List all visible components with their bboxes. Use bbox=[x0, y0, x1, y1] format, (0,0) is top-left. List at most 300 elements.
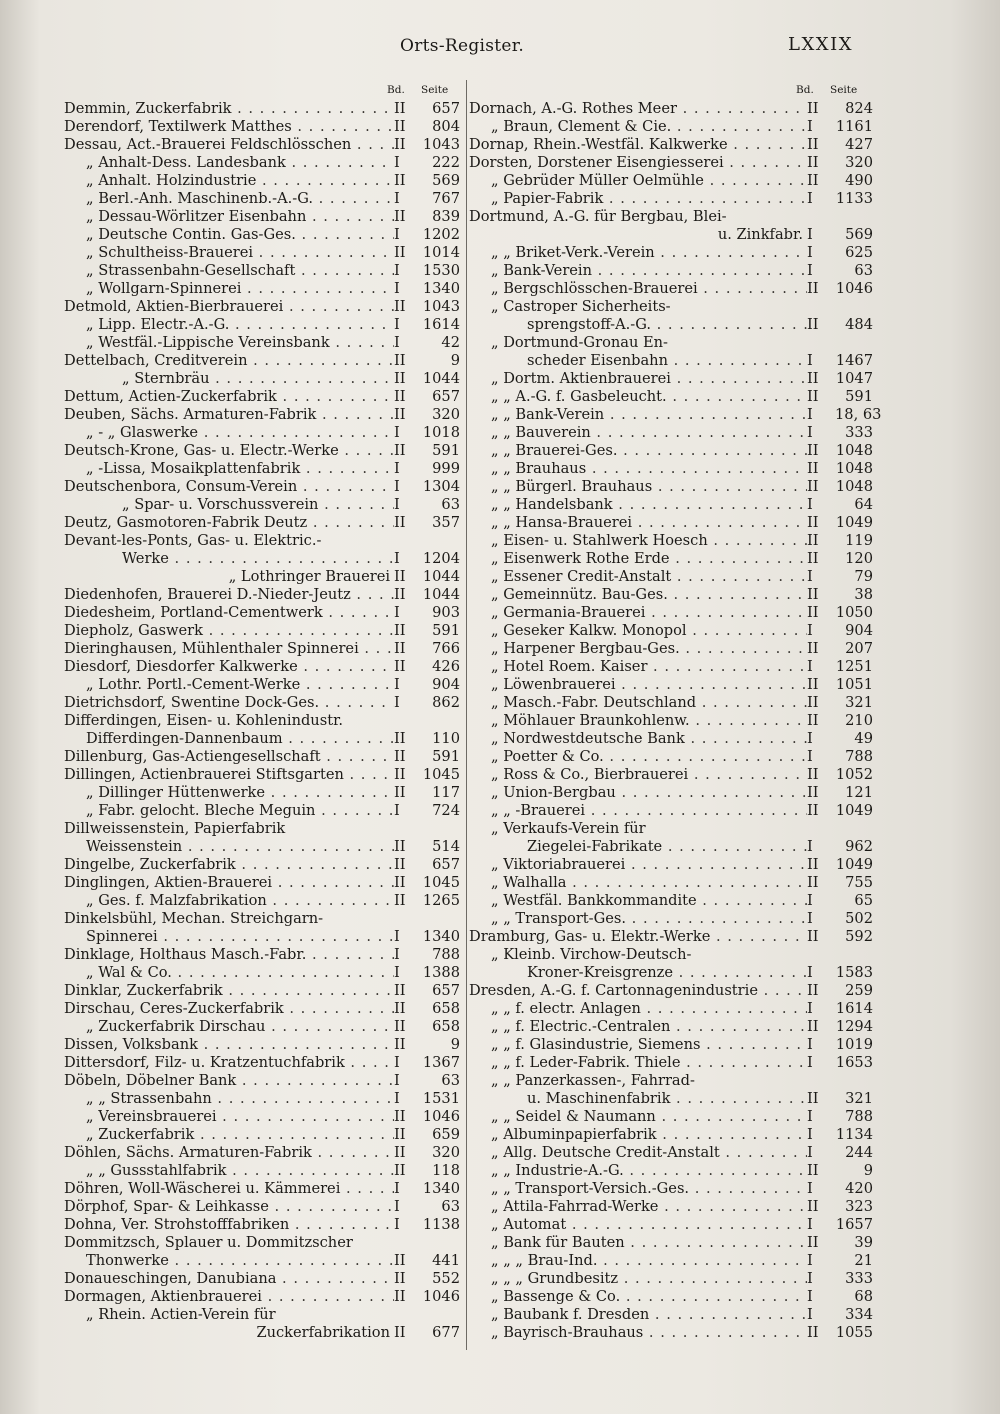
entry-text: „ Masch.-Fabr. Deutschland bbox=[491, 694, 697, 711]
register-entry bbox=[64, 730, 460, 748]
entry-volume: II bbox=[394, 568, 406, 585]
entry-page: 1294 bbox=[835, 1018, 873, 1035]
register-entry bbox=[469, 100, 873, 118]
seite-label: Seite bbox=[830, 84, 858, 96]
entry-name bbox=[469, 1162, 807, 1180]
entry-volume: II bbox=[807, 532, 819, 549]
entry-volume: II bbox=[394, 1252, 406, 1269]
entry-volume: II bbox=[394, 1144, 406, 1161]
right-column bbox=[466, 80, 882, 1350]
entry-name bbox=[469, 352, 807, 370]
register-entry bbox=[469, 442, 873, 460]
entry-name bbox=[64, 586, 394, 604]
entry-volume: II bbox=[394, 658, 406, 675]
entry-volume bbox=[807, 298, 835, 316]
register-entry bbox=[64, 856, 460, 874]
entry-volume: I bbox=[807, 226, 813, 243]
entry-text: Ziegelei-Fabrikate bbox=[527, 838, 663, 855]
entry-volume: II bbox=[807, 856, 819, 873]
register-entry bbox=[64, 244, 460, 262]
entry-text: „ Hotel Roem. Kaiser bbox=[491, 658, 648, 675]
entry-text: Kroner-Kreisgrenze bbox=[527, 964, 673, 981]
right-entry-list bbox=[469, 100, 882, 1342]
entry-text: „ Papier-Fabrik bbox=[491, 190, 604, 207]
register-entry bbox=[64, 136, 460, 154]
register-entry bbox=[469, 892, 873, 910]
entry-text: Diedenhofen, Brauerei D.-Nieder-Jeutz bbox=[64, 586, 351, 603]
entry-name bbox=[64, 910, 394, 928]
entry-volume: II bbox=[807, 1090, 819, 1107]
entry-name bbox=[469, 1000, 807, 1018]
entry-volume: II bbox=[394, 442, 406, 459]
entry-text: „ „ f. Glasindustrie, Siemens bbox=[491, 1036, 701, 1053]
entry-name bbox=[64, 1324, 394, 1342]
entry-volume: I bbox=[807, 748, 813, 765]
register-entry bbox=[64, 370, 460, 388]
entry-name bbox=[64, 334, 394, 352]
entry-volume: II bbox=[807, 784, 819, 801]
entry-name bbox=[64, 1270, 394, 1288]
entry-volume bbox=[394, 910, 422, 928]
register-entry bbox=[64, 1270, 460, 1288]
entry-page: 64 bbox=[854, 496, 873, 513]
entry-page: 1340 bbox=[422, 928, 460, 945]
entry-text: Dieringhausen, Mühlenthaler Spinnerei bbox=[64, 640, 359, 657]
entry-page: 63 bbox=[441, 1072, 460, 1089]
entry-text: „ „ Industrie-A.-G. bbox=[491, 1162, 624, 1179]
register-entry bbox=[64, 820, 460, 838]
entry-volume: II bbox=[394, 856, 406, 873]
entry-volume: I bbox=[807, 658, 813, 675]
entry-page: 1340 bbox=[422, 1180, 460, 1197]
entry-text: „ Zuckerfabrik bbox=[86, 1126, 195, 1143]
entry-page: 569 bbox=[432, 172, 460, 189]
entry-name bbox=[469, 676, 807, 694]
entry-text: Devant-les-Ponts, Gas- u. Elektric.- bbox=[64, 532, 322, 549]
entry-page: 117 bbox=[432, 784, 460, 801]
register-entry bbox=[64, 550, 460, 568]
register-entry bbox=[469, 1144, 873, 1162]
entry-page: 334 bbox=[845, 1306, 873, 1323]
register-entry bbox=[64, 118, 460, 136]
entry-text: „ Rhein. Actien-Verein für bbox=[86, 1306, 276, 1323]
entry-page: 357 bbox=[432, 514, 460, 531]
entry-text: Dornach, A.-G. Rothes Meer bbox=[469, 100, 677, 117]
entry-text: „ Bank-Verein bbox=[491, 262, 592, 279]
entry-text: „ Bank für Bauten bbox=[491, 1234, 625, 1251]
entry-page: 79 bbox=[854, 568, 873, 585]
register-entry bbox=[469, 820, 873, 838]
entry-volume: II bbox=[394, 766, 406, 783]
entry-name bbox=[64, 1072, 394, 1090]
entry-text: „ - „ Glaswerke bbox=[86, 424, 199, 441]
entry-volume: I bbox=[394, 1054, 400, 1071]
entry-text: Dietrichsdorf, Swentine Dock-Ges. bbox=[64, 694, 320, 711]
entry-page: 591 bbox=[845, 388, 873, 405]
entry-volume: I bbox=[394, 460, 400, 477]
entry-page: 427 bbox=[845, 136, 873, 153]
entry-name bbox=[469, 1198, 807, 1216]
entry-name bbox=[469, 928, 807, 946]
register-entry bbox=[64, 442, 460, 460]
entry-text: Dinklage, Holthaus Masch.-Fabr. bbox=[64, 946, 307, 963]
register-entry bbox=[64, 100, 460, 118]
entry-text: „ „ Strassenbahn bbox=[86, 1090, 212, 1107]
entry-volume bbox=[394, 532, 422, 550]
entry-page: 323 bbox=[845, 1198, 873, 1215]
entry-name bbox=[64, 1000, 394, 1018]
entry-name bbox=[64, 172, 394, 190]
entry-text: Detmold, Aktien-Bierbrauerei bbox=[64, 298, 284, 315]
entry-page: 677 bbox=[432, 1324, 460, 1341]
entry-text: „ Baubank f. Dresden bbox=[491, 1306, 650, 1323]
entry-text: „ Allg. Deutsche Credit-Anstalt bbox=[491, 1144, 720, 1161]
entry-page: 1055 bbox=[835, 1324, 873, 1341]
entry-text: Dettum, Actien-Zuckerfabrik bbox=[64, 388, 277, 405]
entry-volume: I bbox=[394, 550, 400, 567]
entry-text: Zuckerfabrikation bbox=[256, 1324, 390, 1341]
entry-name bbox=[469, 1090, 807, 1108]
entry-name bbox=[469, 298, 807, 316]
entry-page bbox=[422, 820, 460, 838]
entry-volume: II bbox=[807, 1324, 819, 1341]
register-entry bbox=[469, 712, 873, 730]
entry-page: 1045 bbox=[422, 874, 460, 891]
entry-text: Dommitzsch, Splauer u. Dommitzscher bbox=[64, 1234, 353, 1251]
register-entry bbox=[469, 946, 873, 964]
entry-volume: I bbox=[394, 604, 400, 621]
entry-name bbox=[64, 1054, 394, 1072]
entry-name bbox=[469, 748, 807, 766]
entry-page: 552 bbox=[432, 1270, 460, 1287]
entry-name bbox=[469, 820, 807, 838]
entry-volume: II bbox=[807, 982, 819, 999]
register-entry bbox=[64, 748, 460, 766]
entry-name bbox=[469, 784, 807, 802]
entry-page: 63 bbox=[441, 1198, 460, 1215]
entry-page: 1018 bbox=[422, 424, 460, 441]
register-entry bbox=[469, 460, 873, 478]
register-entry bbox=[469, 352, 873, 370]
entry-text: Dohna, Ver. Strohstofffabriken bbox=[64, 1216, 290, 1233]
entry-name bbox=[64, 784, 394, 802]
entry-text: „ „ Brauhaus bbox=[491, 460, 587, 477]
entry-name bbox=[469, 1288, 807, 1306]
register-entry bbox=[469, 1018, 873, 1036]
entry-page: 1134 bbox=[835, 1126, 873, 1143]
register-entry bbox=[469, 1072, 873, 1090]
entry-name bbox=[469, 1144, 807, 1162]
entry-page: 904 bbox=[845, 622, 873, 639]
entry-text: „ „ „ Grundbesitz bbox=[491, 1270, 619, 1287]
entry-name bbox=[469, 1216, 807, 1234]
entry-volume: II bbox=[807, 514, 819, 531]
register-entry bbox=[64, 172, 460, 190]
entry-text: „ Lothringer Brauerei bbox=[228, 568, 390, 585]
register-entry bbox=[64, 496, 460, 514]
entry-volume: II bbox=[807, 280, 819, 297]
register-entry bbox=[469, 1108, 873, 1126]
entry-name bbox=[64, 244, 394, 262]
entry-page: 1530 bbox=[422, 262, 460, 279]
entry-name bbox=[469, 1234, 807, 1252]
entry-text: „ Viktoriabrauerei bbox=[491, 856, 626, 873]
entry-text: „ Gebrüder Müller Oelmühle bbox=[491, 172, 704, 189]
entry-text: Deutz, Gasmotoren-Fabrik Deutz bbox=[64, 514, 308, 531]
entry-volume: I bbox=[807, 1306, 813, 1323]
entry-volume: II bbox=[394, 730, 406, 747]
page-title: Orts-Register. bbox=[400, 36, 525, 56]
entry-name bbox=[469, 1054, 807, 1072]
register-entry bbox=[469, 802, 873, 820]
register-entry bbox=[469, 730, 873, 748]
register-entry bbox=[469, 1036, 873, 1054]
entry-page bbox=[422, 1234, 460, 1252]
entry-volume: I bbox=[394, 946, 400, 963]
entry-text: Dillweissenstein, Papierfabrik bbox=[64, 820, 286, 837]
entry-name bbox=[64, 874, 394, 892]
entry-volume: II bbox=[807, 1234, 819, 1251]
register-entry bbox=[469, 622, 873, 640]
entry-page: 1044 bbox=[422, 586, 460, 603]
entry-volume: II bbox=[807, 640, 819, 657]
entry-page: 999 bbox=[432, 460, 460, 477]
register-entry bbox=[469, 1270, 873, 1288]
entry-volume: II bbox=[394, 874, 406, 891]
entry-page: 63 bbox=[854, 262, 873, 279]
entry-name bbox=[469, 982, 807, 1000]
entry-volume: II bbox=[394, 1162, 406, 1179]
entry-text: Dörphof, Spar- & Leihkasse bbox=[64, 1198, 269, 1215]
entry-name bbox=[469, 190, 807, 208]
register-entry bbox=[64, 586, 460, 604]
register-entry bbox=[64, 1054, 460, 1072]
entry-volume: I bbox=[394, 424, 400, 441]
entry-text: „ Dillinger Hüttenwerke bbox=[86, 784, 266, 801]
register-entry bbox=[469, 568, 873, 586]
entry-text: Weissenstein bbox=[86, 838, 183, 855]
register-entry bbox=[469, 1126, 873, 1144]
entry-volume bbox=[807, 946, 835, 964]
entry-name bbox=[64, 316, 394, 334]
entry-name bbox=[469, 856, 807, 874]
entry-page: 724 bbox=[432, 802, 460, 819]
register-entry bbox=[469, 1090, 873, 1108]
entry-page: 207 bbox=[845, 640, 873, 657]
entry-page: 658 bbox=[432, 1000, 460, 1017]
entry-volume: II bbox=[807, 1162, 819, 1179]
entry-page bbox=[835, 1072, 873, 1090]
entry-volume: II bbox=[394, 1018, 406, 1035]
register-entry bbox=[469, 298, 873, 316]
left-column bbox=[64, 80, 460, 1350]
entry-name bbox=[64, 118, 394, 136]
entry-name bbox=[64, 1018, 394, 1036]
entry-volume: I bbox=[394, 694, 400, 711]
entry-name bbox=[469, 118, 807, 136]
entry-page: 1388 bbox=[422, 964, 460, 981]
entry-volume: I bbox=[807, 1144, 813, 1161]
entry-text: „ Deutsche Contin. Gas-Ges. bbox=[86, 226, 296, 243]
entry-volume: I bbox=[807, 964, 813, 981]
register-entry bbox=[64, 892, 460, 910]
entry-page: 1614 bbox=[422, 316, 460, 333]
entry-name bbox=[469, 442, 807, 460]
entry-text: „ Spar- u. Vorschussverein bbox=[122, 496, 319, 513]
register-entry bbox=[64, 1036, 460, 1054]
register-entry bbox=[64, 316, 460, 334]
entry-volume: I bbox=[807, 1108, 813, 1125]
entry-text: „ Germania-Brauerei bbox=[491, 604, 646, 621]
entry-volume: I bbox=[394, 478, 400, 495]
register-entry bbox=[64, 946, 460, 964]
register-entry bbox=[469, 406, 882, 424]
entry-text: „ Ges. f. Malzfabrikation bbox=[86, 892, 267, 909]
register-entry bbox=[469, 748, 873, 766]
entry-volume: I bbox=[394, 928, 400, 945]
entry-volume: II bbox=[807, 928, 819, 945]
entry-volume: II bbox=[394, 982, 406, 999]
entry-volume: II bbox=[807, 676, 819, 693]
entry-text: u. Maschinenfabrik bbox=[527, 1090, 671, 1107]
entry-page bbox=[422, 712, 460, 730]
entry-name bbox=[64, 190, 394, 208]
entry-name bbox=[469, 244, 807, 262]
entry-volume: I bbox=[394, 496, 400, 513]
entry-volume: II bbox=[807, 1198, 819, 1215]
entry-name bbox=[469, 946, 807, 964]
entry-page: 1048 bbox=[835, 442, 873, 459]
entry-volume: II bbox=[807, 604, 819, 621]
register-entry bbox=[64, 1180, 460, 1198]
entry-name bbox=[469, 370, 807, 388]
register-entry bbox=[469, 838, 873, 856]
entry-page: 441 bbox=[432, 1252, 460, 1269]
entry-volume: II bbox=[394, 748, 406, 765]
register-entry bbox=[64, 406, 460, 424]
entry-text: „ Union-Bergbau bbox=[491, 784, 616, 801]
register-entry bbox=[64, 622, 460, 640]
register-entry bbox=[64, 604, 460, 622]
entry-volume: I bbox=[807, 1180, 813, 1197]
register-entry bbox=[469, 694, 873, 712]
entry-volume: II bbox=[807, 100, 819, 117]
entry-volume: I bbox=[807, 424, 813, 441]
entry-name bbox=[64, 712, 394, 730]
entry-name bbox=[469, 262, 807, 280]
entry-name bbox=[469, 154, 807, 172]
entry-name bbox=[64, 1216, 394, 1234]
entry-text: Differdingen, Eisen- u. Kohlenindustr. bbox=[64, 712, 344, 729]
entry-page: 110 bbox=[432, 730, 460, 747]
entry-text: „ „ f. Electric.-Centralen bbox=[491, 1018, 671, 1035]
entry-page: 333 bbox=[845, 424, 873, 441]
left-entry-list bbox=[64, 100, 460, 1342]
entry-text: „ Bayrisch-Brauhaus bbox=[491, 1324, 644, 1341]
entry-volume: II bbox=[394, 1270, 406, 1287]
entry-page: 38 bbox=[854, 586, 873, 603]
register-entry bbox=[469, 856, 873, 874]
entry-name bbox=[64, 820, 394, 838]
entry-text: „ „ Transport-Versich.-Ges. bbox=[491, 1180, 690, 1197]
entry-volume: I bbox=[394, 1072, 400, 1089]
entry-name bbox=[64, 1108, 394, 1126]
entry-page: 320 bbox=[432, 1144, 460, 1161]
entry-name bbox=[64, 478, 394, 496]
entry-name bbox=[469, 1072, 807, 1090]
entry-text: „ Dortmund-Gronau En- bbox=[491, 334, 668, 351]
entry-text: Diepholz, Gaswerk bbox=[64, 622, 203, 639]
entry-volume: I bbox=[807, 262, 813, 279]
entry-text: „ „ Seidel & Naumann bbox=[491, 1108, 656, 1125]
entry-text: „ „ Bürgerl. Brauhaus bbox=[491, 478, 653, 495]
register-entry bbox=[469, 586, 873, 604]
entry-volume: I bbox=[807, 190, 813, 207]
entry-text: „ Sternbräu bbox=[122, 370, 210, 387]
entry-page: 1048 bbox=[835, 478, 873, 495]
register-entry bbox=[469, 262, 873, 280]
entry-name bbox=[469, 280, 807, 298]
register-entry bbox=[469, 478, 873, 496]
entry-page bbox=[835, 298, 873, 316]
register-entry bbox=[64, 1090, 460, 1108]
entry-name bbox=[469, 1036, 807, 1054]
register-entry bbox=[469, 370, 873, 388]
entry-name bbox=[469, 334, 807, 352]
entry-name bbox=[469, 586, 807, 604]
register-entry bbox=[64, 766, 460, 784]
entry-name bbox=[469, 1306, 807, 1324]
entry-page: 658 bbox=[432, 1018, 460, 1035]
entry-name bbox=[64, 1144, 394, 1162]
entry-name bbox=[469, 568, 807, 586]
entry-name bbox=[64, 928, 394, 946]
entry-page: 657 bbox=[432, 388, 460, 405]
register-entry bbox=[469, 1216, 873, 1234]
entry-page: 591 bbox=[432, 748, 460, 765]
entry-name bbox=[469, 388, 807, 406]
entry-name bbox=[64, 1036, 394, 1054]
entry-page: 1049 bbox=[835, 802, 873, 819]
entry-text: Dinklar, Zuckerfabrik bbox=[64, 982, 223, 999]
entry-page: 1044 bbox=[422, 370, 460, 387]
entry-name bbox=[64, 514, 394, 532]
entry-volume: II bbox=[394, 622, 406, 639]
register-entry bbox=[469, 172, 873, 190]
entry-text: Dirschau, Ceres-Zuckerfabrik bbox=[64, 1000, 284, 1017]
entry-page: 1204 bbox=[422, 550, 460, 567]
register-entry bbox=[469, 1162, 873, 1180]
register-entry bbox=[64, 388, 460, 406]
entry-name bbox=[469, 1108, 807, 1126]
entry-text: „ „ Gussstahlfabrik bbox=[86, 1162, 227, 1179]
entry-volume: II bbox=[807, 802, 819, 819]
entry-name bbox=[64, 658, 394, 676]
entry-volume: II bbox=[394, 100, 406, 117]
entry-page: 259 bbox=[845, 982, 873, 999]
register-entry bbox=[469, 640, 873, 658]
entry-page bbox=[422, 910, 460, 928]
entry-page: 1133 bbox=[835, 190, 873, 207]
register-entry bbox=[64, 676, 460, 694]
entry-name bbox=[64, 568, 394, 586]
entry-page: 904 bbox=[432, 676, 460, 693]
entry-name bbox=[64, 604, 394, 622]
entry-page: 1047 bbox=[835, 370, 873, 387]
entry-volume: I bbox=[807, 910, 813, 927]
entry-name bbox=[469, 514, 807, 532]
register-entry bbox=[469, 676, 873, 694]
